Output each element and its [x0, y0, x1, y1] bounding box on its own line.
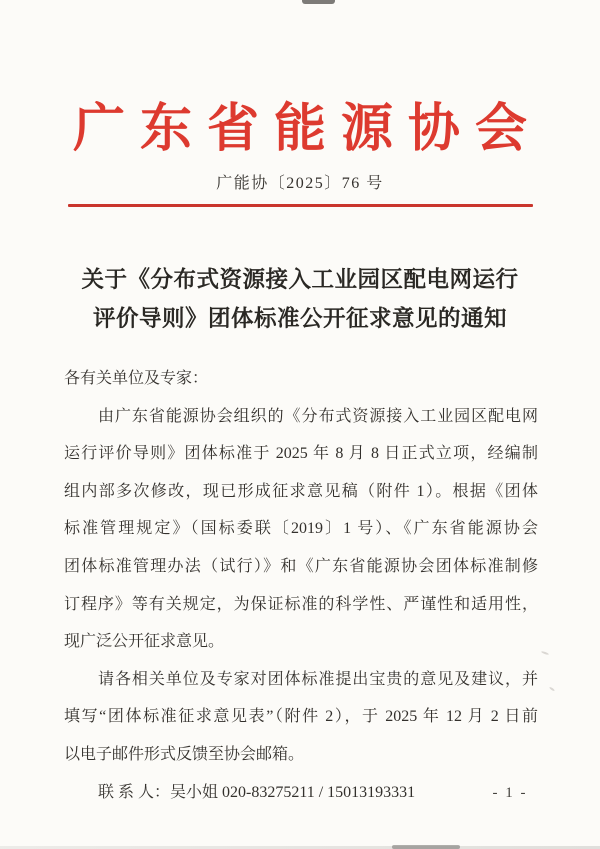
paragraph-1-line: 组内部多次修改，现已形成征求意见稿（附件 1）。根据《团体	[64, 482, 538, 500]
paragraph-1-line: 由广东省能源协会组织的《分布式资源接入工业园区配电网	[98, 407, 538, 425]
paragraph-1-line: 团体标准管理办法（试行）》和《广东省能源协会团体标准制修	[64, 557, 538, 575]
salutation-line: 各有关单位及专家：	[64, 370, 209, 387]
paragraph-1-line: 标准管理规定》（国标委联〔2019〕1 号）、《广东省能源协会	[64, 520, 538, 538]
document-title-line-2: 评价导则》团体标准公开征求意见的通知	[92, 306, 507, 331]
letterhead-org-name: 广东省能源协会	[72, 101, 542, 158]
document-title	[40, 260, 560, 338]
contact-line: 联 系 人：吴小姐 020-83275211 / 15013193331	[98, 783, 416, 801]
document-number: 广能协〔2025〕76 号	[216, 175, 384, 192]
paragraph-1-line: 订程序》等有关规定，为保证标准的科学性、严谨性和适用性，	[64, 595, 538, 613]
page-number: - 1 -	[492, 785, 528, 801]
letterhead-red-rule	[68, 204, 533, 207]
scan-artifact-speck	[541, 651, 549, 656]
scan-artifact-top-smudge	[302, 0, 335, 4]
document-body	[64, 360, 538, 811]
paragraph-2-line: 填写“团体标准征求意见表”（附件 2），于 2025 年 12 月 2 日前	[64, 708, 538, 726]
paragraph-1-line: 现广泛公开征求意见。	[64, 633, 225, 651]
paragraph-2-line: 请各相关单位及专家对团体标准提出宝贵的意见及建议，并	[98, 670, 538, 688]
scan-artifact-speck	[549, 686, 555, 691]
document-title-line-1: 关于《分布式资源接入工业园区配电网运行	[81, 267, 519, 292]
paragraph-2-line: 以电子邮件形式反馈至协会邮箱。	[64, 745, 305, 763]
paragraph-1-line: 运行评价导则》团体标准于 2025 年 8 月 8 日正式立项，经编制	[64, 445, 538, 463]
